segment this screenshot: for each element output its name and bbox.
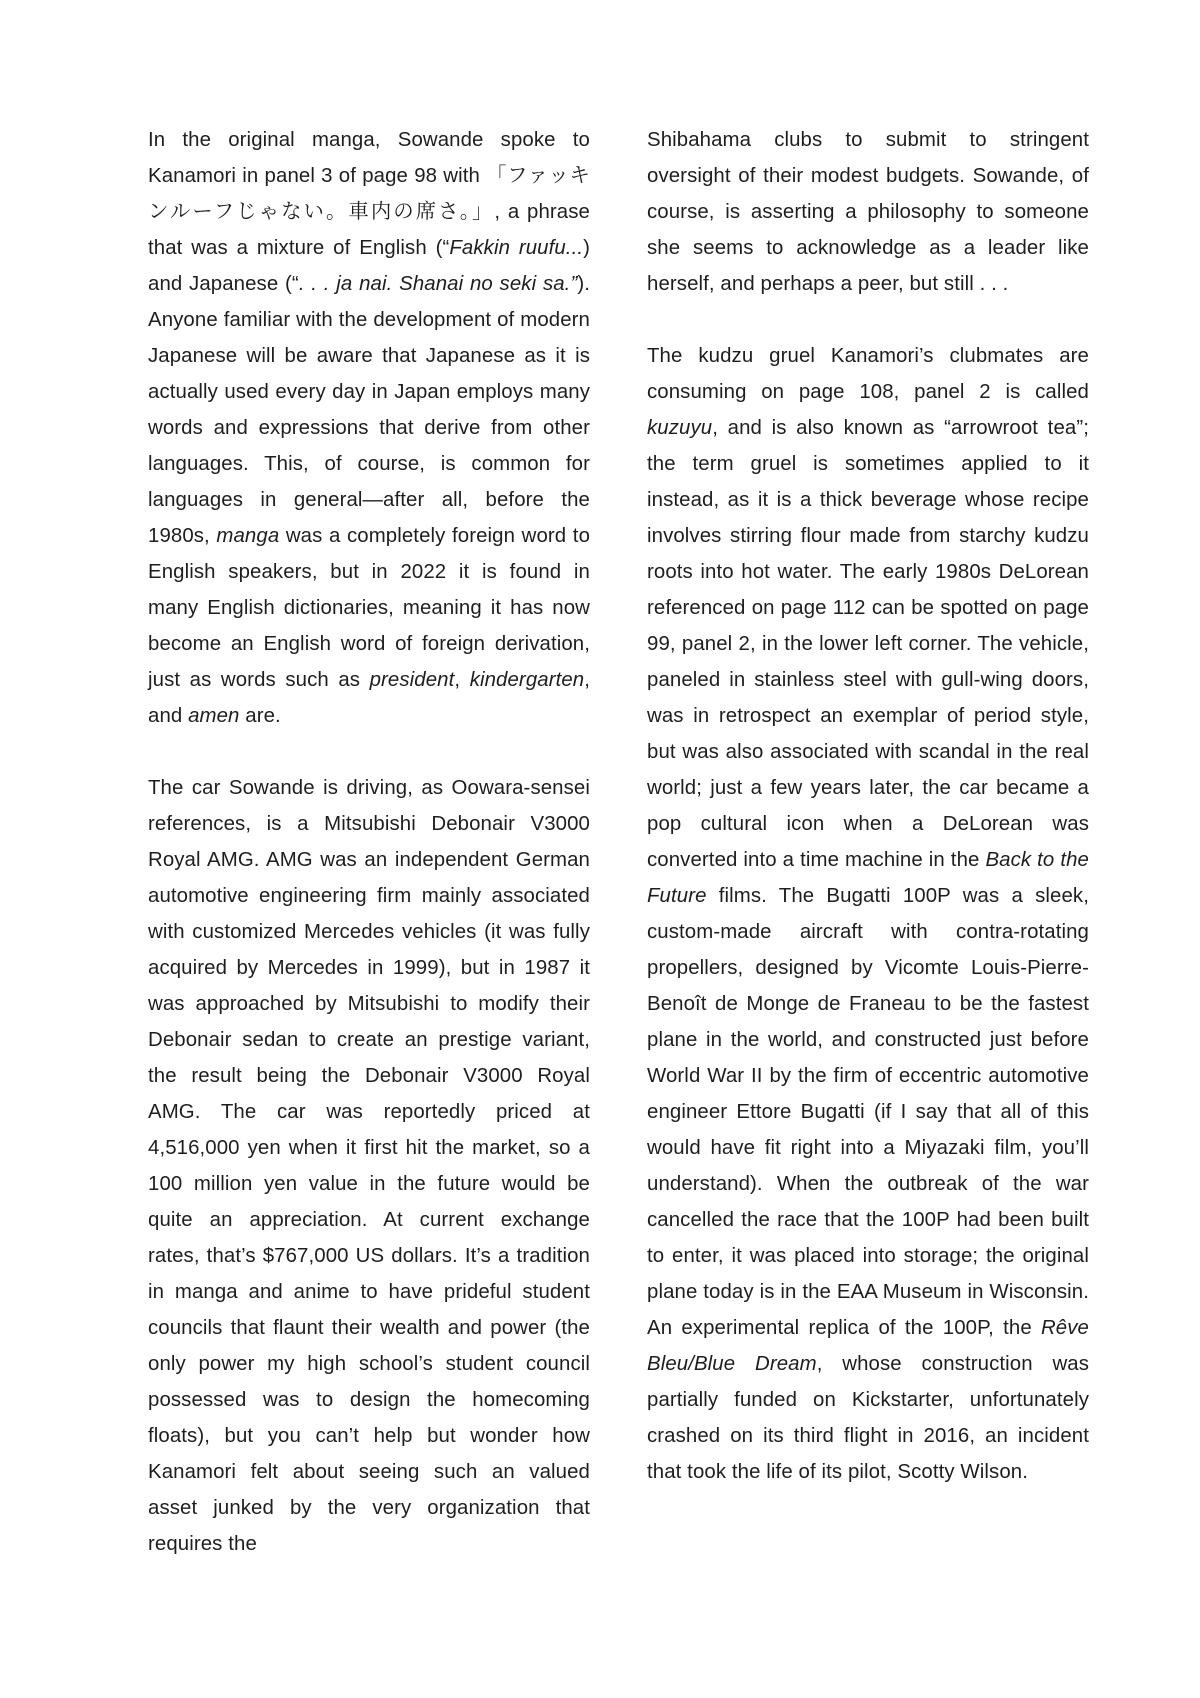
text-run: In the original manga, Sowande spoke to Kanamori in panel 3 of page 98 with 「ファッキンルーフじゃない。車内の席さ。」, a phrase that was a mixture of English (“ — [148, 129, 590, 259]
text-run: The kudzu gruel Kanamori’s clubmates are consuming on page 108, panel 2 is called — [647, 345, 1089, 403]
paragraph-manga-dialogue — [148, 122, 590, 734]
text-run: ) and Japanese (“ — [148, 237, 590, 295]
italic-run: manga — [216, 525, 280, 547]
paragraph-debonair-car: The car Sowande is driving, as Oowara-sensei references, is a Mitsubishi Debonair V3000 Royal AMG. AMG was an independent German automotive engineering firm mainly associated with customized Mercedes vehicles (it was fully acquired by Mercedes in 1999), but in 1987 it was approached by Mitsubishi to modify their Debonair sedan to create an prestige variant, the result being the Debonair V3000 Royal AMG. The car was reportedly priced at 4,516,000 yen when it first hit the market, so a 100 million yen value in the future would be quite an appreciation. At current exchange rates, that’s $767,000 US dollars. It’s a tradition in manga and anime to have prideful student councils that flaunt their wealth and power (the only power my high school’s student council possessed was to design the homecoming floats), but you can’t help but wonder how Kanamori felt about seeing such an valued asset junked by the very organization that requires the — [148, 777, 590, 1555]
italic-run: Fakkin ruufu... — [449, 237, 584, 259]
text-run: , and — [148, 669, 591, 727]
text-run: was a completely foreign word to English speakers, but in 2022 it is found in many English dictionaries, meaning it has now become an English word of foreign derivation, just as words such as — [148, 525, 591, 691]
italic-run: amen — [188, 705, 240, 727]
italic-run: Back to the Future — [647, 849, 1089, 907]
italic-run: . . . ja nai. Shanai no seki sa.” — [298, 273, 578, 295]
paragraph-kudzu-delorean-bugatti — [647, 338, 1089, 1490]
text-run: , whose construction was partially funded on Kickstarter, unfortunately crashed on its third flight in 2016, an incident that took the life of its pilot, Scotty Wilson. — [647, 1353, 1090, 1483]
paragraph-student-council-continued: Shibahama clubs to submit to stringent oversight of their modest budgets. Sowande, of course, is asserting a philosophy to someone she seems to acknowledge as a leader like herself, and perhaps a peer, but still . . . — [647, 129, 1089, 295]
italic-run: Rêve Bleu/Blue Dream — [647, 1317, 1089, 1375]
text-run: , and is also known as “arrowroot tea”; the term gruel is sometimes applied to it instead, as it is a thick beverage whose recipe involves stirring flour made from starchy kudzu roots into hot water. The early 1980s DeLorean referenced on page 112 can be spotted on page 99, panel 2, in the lower left corner. The vehicle, paneled in stainless steel with gull-wing doors, was in retrospect an exemplar of period style, but was also associated with scandal in the real world; just a few years later, the car became a pop cultural icon when a DeLorean was converted into a time machine in the — [647, 417, 1089, 871]
right-column — [647, 122, 1089, 1490]
text-run: , — [454, 669, 470, 691]
left-column — [148, 122, 590, 1562]
italic-run: kuzuyu — [647, 417, 713, 439]
text-run: ). Anyone familiar with the development of modern Japanese will be aware that Japanese as it is actually used every day in Japan employs many words and expressions that derive from other languages. This, of course, is common for languages in general—after all, before the 1980s, — [148, 273, 590, 547]
text-run: are. — [239, 705, 281, 727]
italic-run: kindergarten — [469, 669, 585, 691]
text-run: films. The Bugatti 100P was a sleek, custom-made aircraft with contra-rotating propellers, designed by Vicomte Louis-Pierre-Benoît de Monge de Franeau to be the fastest plane in the world, and constructed just before World War II by the firm of eccentric automotive engineer Ettore Bugatti (if I say that all of this would have fit right into a Miyazaki film, you’ll understand). When the outbreak of the war cancelled the race that the 100P had been built to enter, it was placed into storage; the original plane today is in the EAA Museum in Wisconsin. An experimental replica of the 100P, the — [647, 885, 1089, 1339]
italic-run: president — [369, 669, 455, 691]
